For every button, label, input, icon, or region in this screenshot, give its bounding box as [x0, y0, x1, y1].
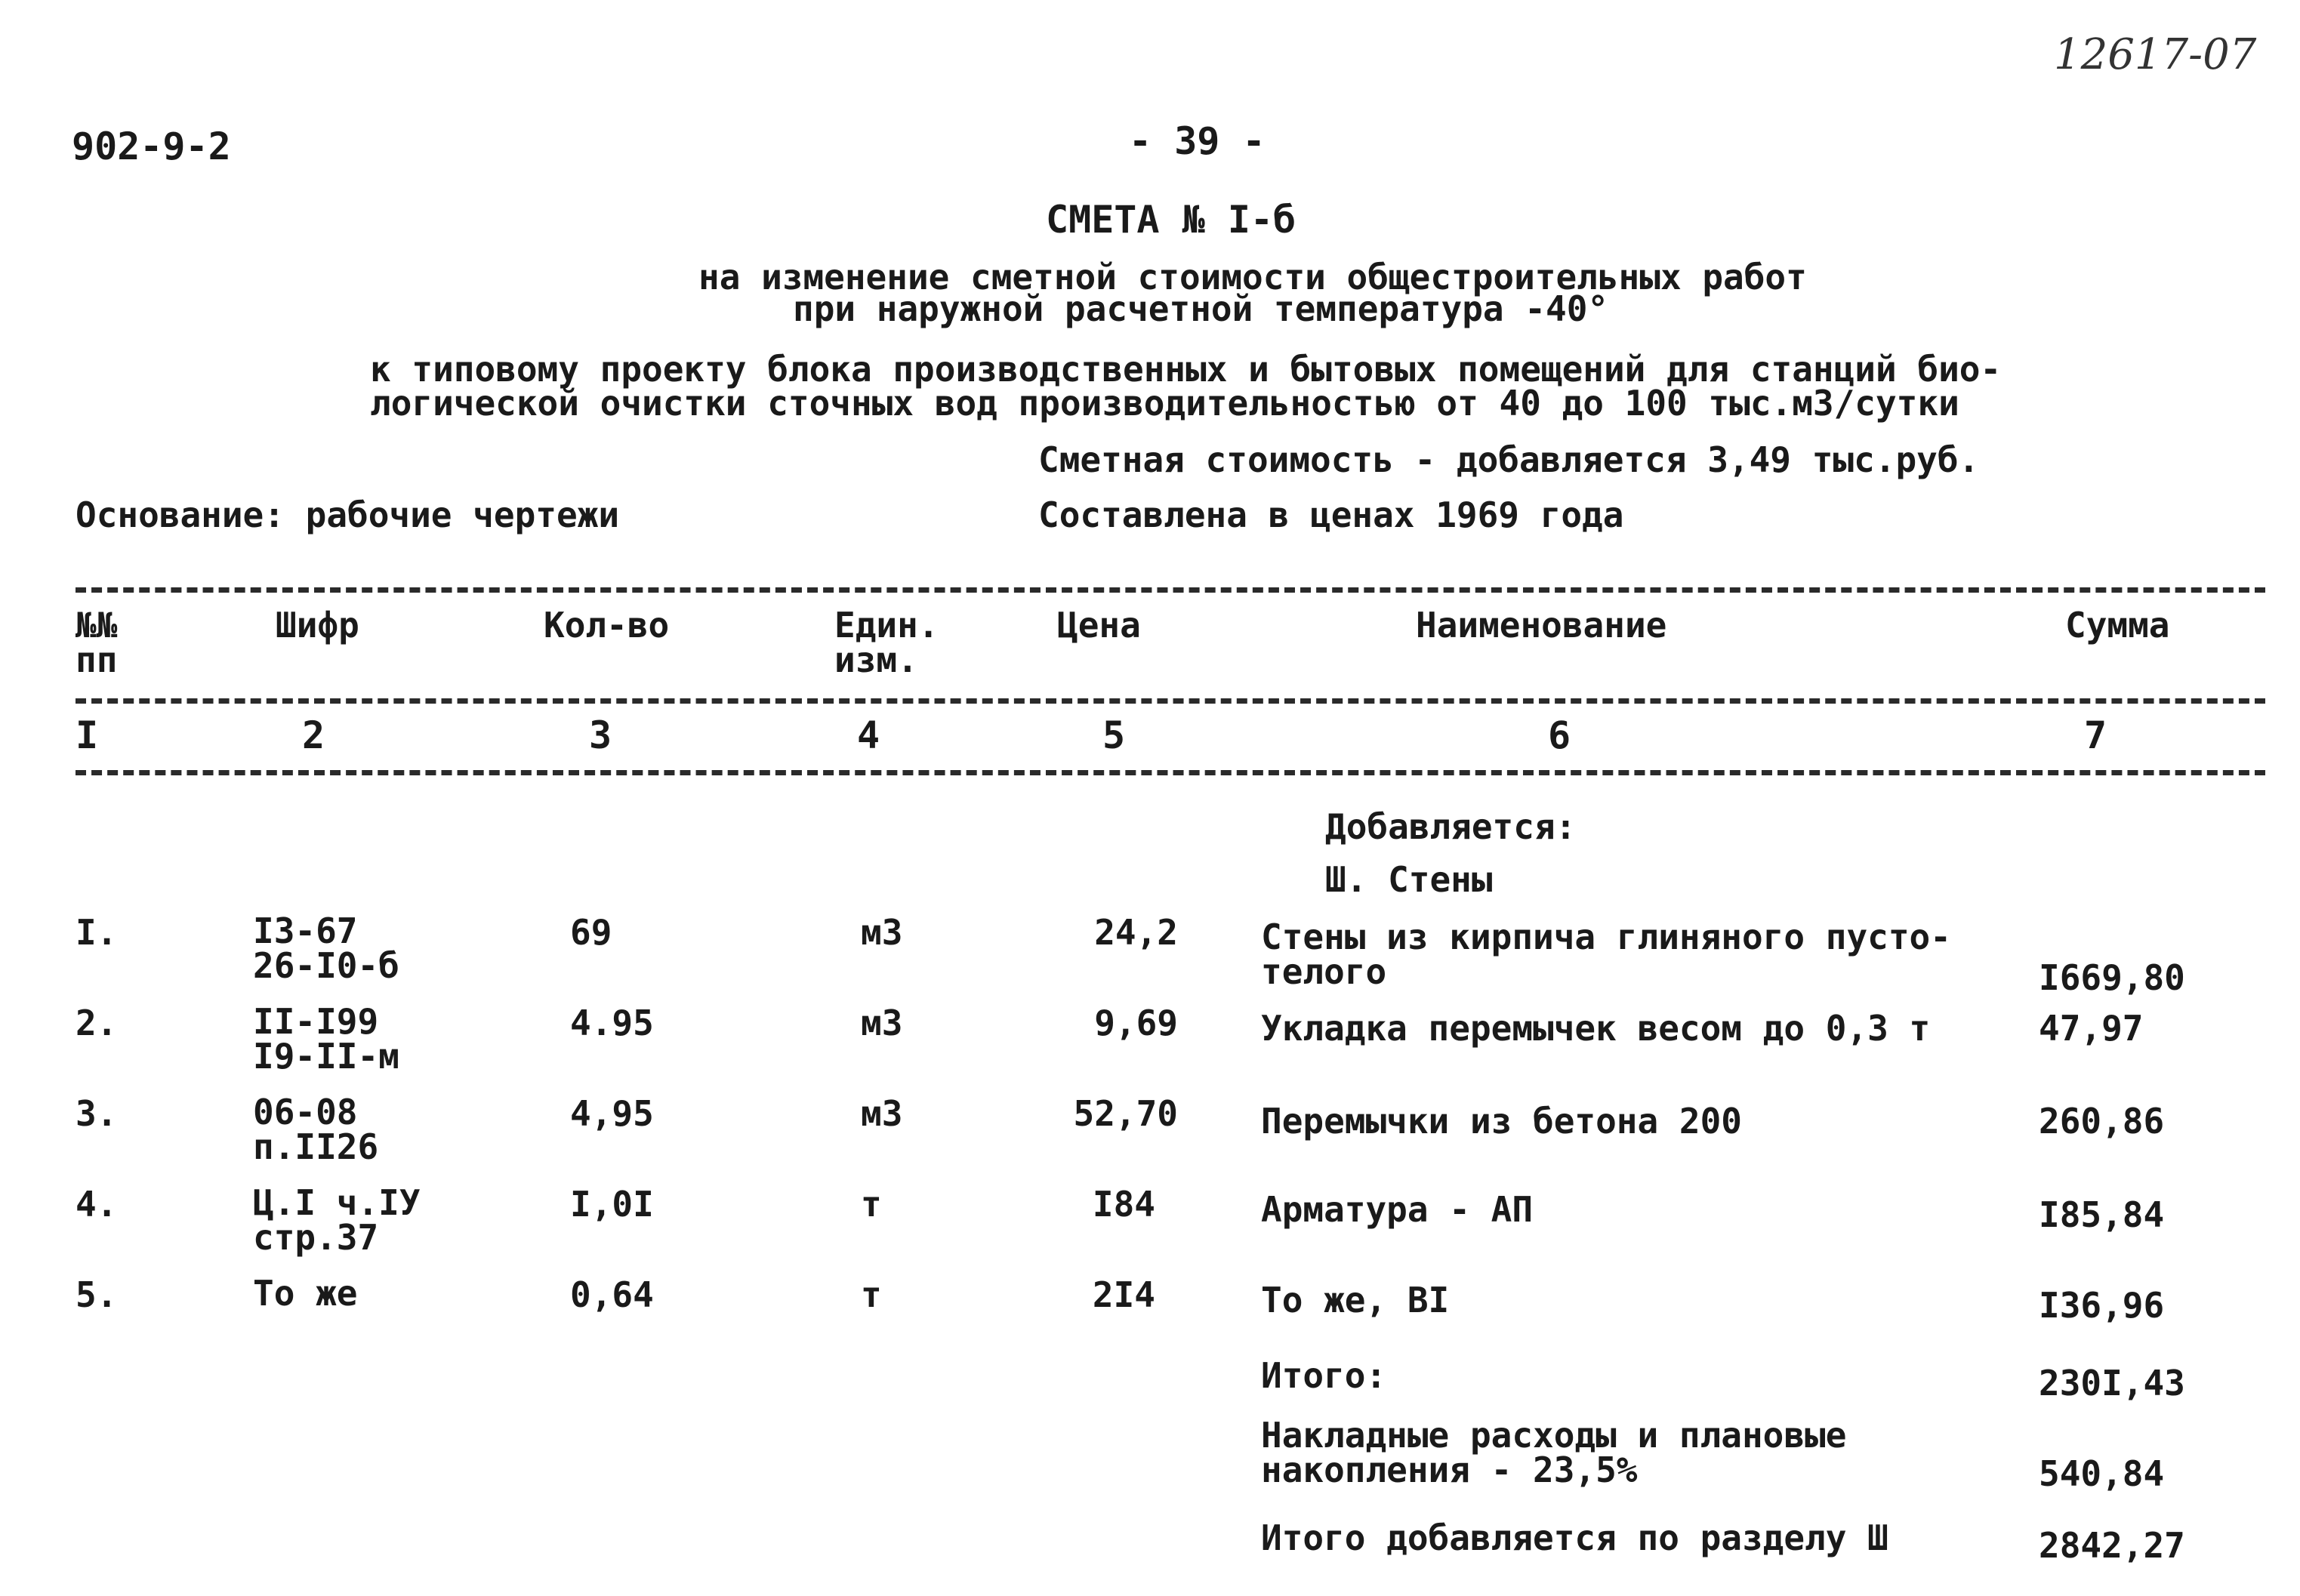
column-number-5: 5: [1102, 713, 1126, 757]
row-qty: 4.95: [570, 1003, 654, 1043]
row-unit: м3: [861, 1003, 903, 1043]
row-number: 4.: [76, 1184, 118, 1225]
table-rule-top: [76, 587, 2265, 593]
row-code: То же: [253, 1273, 358, 1314]
section-title: Ш. Стены: [1325, 859, 1493, 900]
column-number-2: 2: [302, 713, 325, 757]
estimate-title: СМЕТА № I-б: [1046, 198, 1296, 242]
row-unit: т: [861, 1274, 882, 1315]
cost-note: Сметная стоимость - добавляется 3,49 тыс.руб.: [1038, 439, 1980, 480]
table-rule-header: [76, 698, 2265, 704]
row-unit: м3: [861, 912, 903, 953]
column-number-3: 3: [589, 713, 612, 757]
archive-number: 12617-07: [2054, 30, 2257, 79]
column-header-no: №№ пп: [76, 605, 118, 680]
project-line-2: логической очистки сточных вод производительностью от 40 до 100 тыс.м3/сутки: [370, 383, 1959, 424]
page-number: - 39 -: [1129, 119, 1266, 163]
column-header-name: Наименование: [1416, 605, 1667, 645]
row-name: Укладка перемычек весом до 0,3 т: [1261, 1008, 1931, 1049]
row-sum: 47,97: [2039, 1008, 2144, 1049]
row-number: 2.: [76, 1003, 118, 1043]
row-number: 5.: [76, 1274, 118, 1315]
row-name: Перемычки из бетона 200: [1261, 1101, 1742, 1142]
column-header-sum: Сумма: [2065, 605, 2170, 645]
subtitle-line-1: на изменение сметной стоимости общестроительных работ: [698, 257, 1807, 297]
row-code: 06-08 п.II26: [253, 1092, 379, 1167]
row-name: То же, ВI: [1261, 1280, 1450, 1320]
column-number-4: 4: [857, 713, 880, 757]
row-code: II-I99 I9-II-м: [253, 1001, 399, 1077]
prices-note: Составлена в ценах 1969 года: [1038, 495, 1624, 535]
total-label: Итого:: [1261, 1355, 1387, 1396]
subtitle-line-2: при наружной расчетной температура -40°: [793, 288, 1609, 329]
document-code: 902-9-2: [72, 125, 231, 168]
row-code: Ц.I ч.IУ стр.37: [253, 1182, 421, 1258]
row-sum: I669,80: [2039, 957, 2185, 998]
row-number: 3.: [76, 1093, 118, 1134]
column-header-qty: Кол-во: [544, 605, 670, 645]
column-header-unit: Един. изм.: [834, 605, 939, 680]
row-unit: т: [861, 1184, 882, 1225]
row-qty: I,0I: [570, 1184, 654, 1225]
row-qty: 69: [570, 912, 612, 953]
row-unit: м3: [861, 1093, 903, 1134]
column-number-1: I: [76, 713, 99, 757]
total-value: 230I,43: [2039, 1363, 2185, 1403]
row-sum: I85,84: [2039, 1194, 2165, 1235]
row-price: 52,70: [1073, 1093, 1178, 1134]
overhead-label: Накладные расходы и плановые накопления - 23,5%: [1261, 1415, 1847, 1490]
row-number: I.: [76, 912, 118, 953]
row-price: 2I4: [1092, 1274, 1155, 1315]
row-price: I84: [1092, 1184, 1155, 1225]
row-price: 24,2: [1094, 912, 1178, 953]
project-line-1: к типовому проекту блока производственных и бытовых помещений для станций био-: [370, 349, 2002, 390]
overhead-value: 540,84: [2039, 1453, 2165, 1494]
column-header-price: Цена: [1057, 605, 1141, 645]
row-sum: I36,96: [2039, 1285, 2165, 1326]
row-name: Арматура - АП: [1261, 1189, 1534, 1230]
row-price: 9,69: [1094, 1003, 1178, 1043]
section-total-value: 2842,27: [2039, 1525, 2185, 1566]
row-code: I3-67 26-I0-б: [253, 910, 399, 986]
column-number-7: 7: [2084, 713, 2107, 757]
table-rule-numbers: [76, 770, 2265, 775]
column-number-6: 6: [1548, 713, 1571, 757]
row-name: Стены из кирпича глиняного пусто- телого: [1261, 917, 1951, 992]
section-added-label: Добавляется:: [1325, 806, 1577, 847]
row-sum: 260,86: [2039, 1101, 2165, 1142]
column-header-code: Шифр: [276, 605, 359, 645]
section-total-label: Итого добавляется по разделу Ш: [1261, 1517, 1888, 1558]
basis-note: Основание: рабочие чертежи: [76, 495, 620, 535]
row-qty: 0,64: [570, 1274, 654, 1315]
row-qty: 4,95: [570, 1093, 654, 1134]
